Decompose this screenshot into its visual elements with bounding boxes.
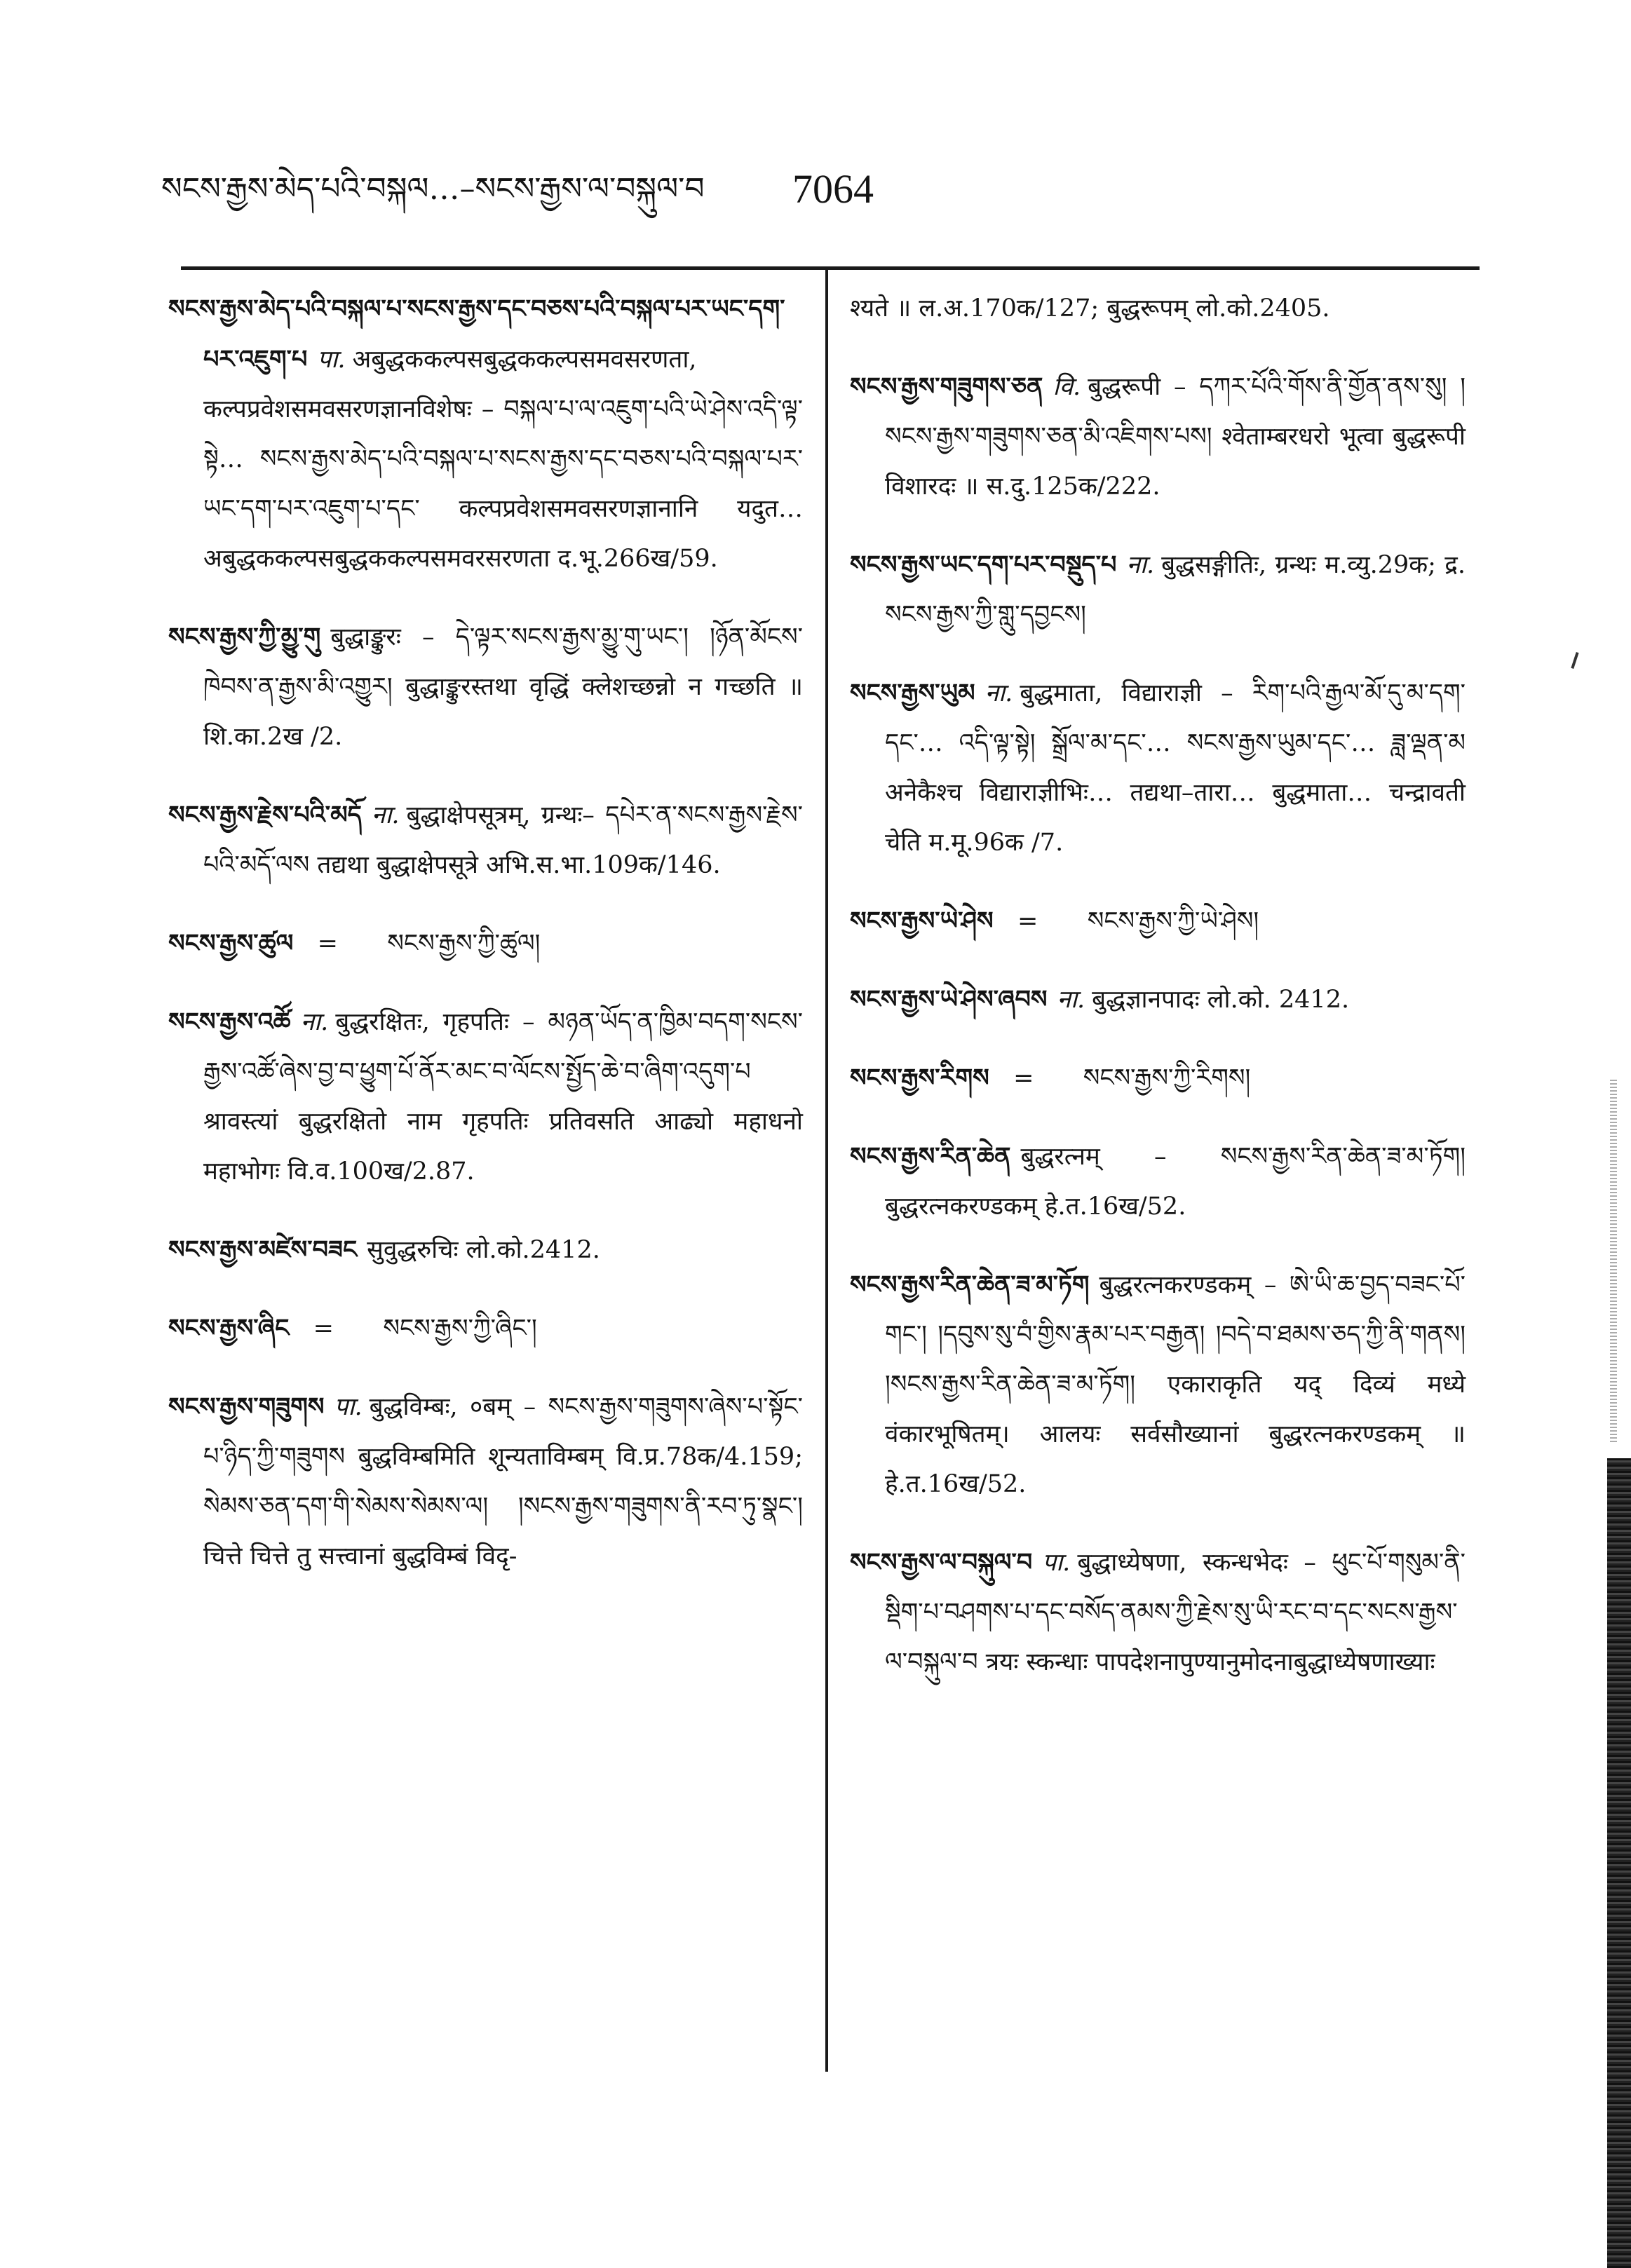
- equals-sign: =: [1017, 907, 1038, 935]
- equals-sign: =: [1013, 1064, 1034, 1092]
- column-divider: [825, 270, 828, 2072]
- dictionary-entry: [168, 1225, 803, 1275]
- equals-sign: =: [313, 1315, 334, 1343]
- dictionary-entry: [850, 1260, 1466, 1509]
- running-title: སངས་རྒྱས་མེད་པའི་བསྐལ…–སངས་རྒྱས་ལ་བསྐུལ་བ: [161, 171, 705, 207]
- entry-headword: སངས་རྒྱས་མེད་པའི་བསྐལ་པ་སངས་རྒྱས་དང་བཅས་པའི་བསྐལ་པར་ཡང་དག་པར་འཇུག་པ: [168, 294, 785, 374]
- entry-headword: སངས་རྒྱས་ཡེ་ཤེས་ཞབས: [850, 985, 1048, 1014]
- entry-body: बुद्धविम्बः, ०बम् – སངས་རྒྱས་གཟུགས་ཞེས་པ་སྟོང་པ་ཉིད་ཀྱི་གཟུགས बुद्धविम्बमिति शून्यताविम्बम् वि.प्र.78क/4.159; སེམས་ཅན་དག་གི་སེམས་སེམས་ལ། །སངས་རྒྱས་གཟུགས་ནི་རབ་ཏུ་སྣང་། चित्ते चित्ते तु सत्त्वानां बुद्धविम्बं विदृ-: [203, 1393, 803, 1570]
- grammar-label: ना.: [1126, 551, 1155, 579]
- dictionary-entry: [850, 540, 1466, 640]
- entry-headword: སངས་རྒྱས་རིན་ཆེན་ཟ་མ་ཏོག: [850, 1270, 1090, 1299]
- entry-body: बुद्धज्ञानपादः लो.को. 2412.: [1092, 986, 1350, 1014]
- grammar-label: वि.: [1053, 373, 1081, 401]
- dictionary-entry: [168, 1382, 803, 1582]
- entry-body: बुद्धाक्षेपसूत्रम्, ग्रन्थः– དཔེར་ན་སངས་རྒྱས་རྗེས་པའི་མདོ་ལས तद्यथा बुद्धाक्षेपसूत्रे अभि.स.भा.109क/146.: [203, 801, 803, 879]
- dictionary-entry: [850, 284, 1466, 334]
- entry-body: बुद्धसङ्गीतिः, ग्रन्थः म.व्यु.29क; द्र. སངས་རྒྱས་ཀྱི་གླུ་དབྱངས།: [885, 551, 1466, 629]
- dictionary-entry: [168, 612, 803, 762]
- header-rule: [181, 266, 1480, 270]
- grammar-label: ना.: [371, 801, 400, 829]
- entry-body: बुद्धरूपी – དཀར་པོའི་གོས་ནི་གྱོན་ནས་སུ། །སངས་རྒྱས་གཟུགས་ཅན་མི་འཇིགས་པས། श्वेताम्बरधरो भूत्वा बुद्धरूपी विशारदः ॥ स.दु.125क/222.: [885, 373, 1466, 501]
- entry-body: बुद्धाङ्कुरः – དེ་ལྟར་སངས་རྒྱས་མྱུ་གུ་ཡང་། །ཉོན་མོངས་ཁེབས་ན་རྒྱས་མི་འགྱུར། बुद्धाङ्कुरस्तथा वृद्धिं क्लेशच्छन्नो न गच्छति ॥ शि.का.2ख /2.: [203, 623, 803, 751]
- dictionary-entry: [850, 1132, 1466, 1232]
- cross-reference-target: སངས་རྒྱས་ཀྱི་ཡེ་ཤེས།: [1087, 907, 1259, 935]
- entry-body: बुद्धरक्षितः, गृहपतिः – མཉན་ཡོད་ན་ཁྱིམ་བདག་སངས་རྒྱས་འཚོ་ཞེས་བྱ་བ་ཕྱུག་པོ་ནོར་མང་བ་ལོངས་སྤྱོད་ཆེ་བ་ཞིག་འདུག་པ श्रावस्त्यां बुद्धरक्षितो नाम गृहपतिः प्रतिवसति आढ्यो महाधनो महाभोगः वि.व.100ख/2.87.: [203, 1008, 803, 1186]
- entry-continuation: श्यते ॥ ल.अ.170क/127; बुद्धरूपम् लो.को.2405.: [850, 294, 1330, 322]
- entry-headword: སངས་རྒྱས་ཡང་དག་པར་བསྡུད་པ: [850, 550, 1117, 579]
- entry-headword: སངས་རྒྱས་ཡུམ: [850, 679, 975, 707]
- cross-reference-target: སངས་རྒྱས་ཀྱི་ཚུལ།: [387, 930, 541, 958]
- cross-reference-target: སངས་རྒྱས་ཀྱི་ཞིང་།: [383, 1315, 537, 1343]
- entry-body: बुद्धाध्येषणा, स्कन्धभेदः – ཕུང་པོ་གསུམ་ནི་སྡིག་པ་བཤགས་པ་དང་བསོད་ནམས་ཀྱི་རྗེས་སུ་ཡི་རང་བ་དང་སངས་རྒྱས་ལ་བསྐུལ་བ त्रयः स्कन्धाः पापदेशनापुण्यानुमोदनाबुद्धाध्येषणाख्याः: [885, 1549, 1466, 1676]
- entry-body: सुवुद्धरुचिः लो.को.2412.: [367, 1236, 600, 1264]
- cross-reference-entry: [168, 918, 803, 969]
- dictionary-entry: [168, 997, 803, 1197]
- dictionary-entry: [850, 1537, 1466, 1688]
- page-number: 7064: [792, 166, 874, 212]
- entry-headword: སངས་རྒྱས་རིགས: [850, 1064, 989, 1092]
- entry-body: बुद्धमाता, विद्याराज्ञी – རིག་པའི་རྒྱལ་མོ་དུ་མ་དག་དང་… འདི་ལྟ་སྟེ། སྒྲོལ་མ་དང་… སངས་རྒྱས་ཡུམ་དང་… ཟླ་ལྡན་མ अनेकैश्च विद्याराज्ञीभिः… तद्यथा–तारा… बुद्धमाता… चन्द्रावती चेति म.मू.96क /7.: [885, 679, 1466, 857]
- entry-headword: སངས་རྒྱས་རྗེས་པའི་མདོ: [168, 801, 362, 829]
- page-edge-shadow: [1610, 1080, 1617, 1444]
- page-edge-binding: [1607, 1458, 1631, 2268]
- entry-headword: སངས་རྒྱས་ལ་བསྐུལ་བ: [850, 1548, 1033, 1577]
- dictionary-entry: [168, 790, 803, 890]
- scan-speck: [1571, 652, 1578, 669]
- dictionary-entry: [850, 668, 1466, 868]
- equals-sign: =: [317, 930, 338, 958]
- entry-headword: སངས་རྒྱས་གཟུགས་ཅན: [850, 372, 1043, 401]
- entry-body: अबुद्धककल्पसबुद्धककल्पसमवसरणता, कल्पप्रवेशसमवसरणज्ञानविशेषः – བསྐལ་པ་ལ་འཇུག་པའི་ཡེ་ཤེས་འདི་ལྟ་སྟེ… སངས་རྒྱས་མེད་པའི་བསྐལ་པ་སངས་རྒྱས་དང་བཅས་པའི་བསྐལ་པར་ཡང་དག་པར་འཇུག་པ་དང་ कल्पप्रवेशसमवसरणज्ञानानि यदुत… अबुद्धककल्पसबुद्धककल्पसमवरसरणता द.भू.266ख/59.: [203, 346, 803, 573]
- entry-headword: སངས་རྒྱས་མཛེས་བཟང: [168, 1235, 358, 1264]
- cross-reference-entry: [850, 1053, 1466, 1104]
- entry-headword: སངས་རྒྱས་ཡེ་ཤེས: [850, 906, 994, 935]
- cross-reference-entry: [850, 896, 1466, 946]
- entry-headword: སངས་རྒྱས་རིན་ཆེན: [850, 1142, 1011, 1171]
- entry-headword: སངས་རྒྱས་འཚོ: [168, 1007, 291, 1036]
- grammar-label: पा.: [1042, 1549, 1071, 1577]
- grammar-label: ना.: [1057, 986, 1085, 1014]
- entry-body: बुद्धरत्नम् – སངས་རྒྱས་རིན་ཆེན་ཟ་མ་ཏོག། बुद्धरत्नकरण्डकम् हे.त.16ख/52.: [885, 1143, 1466, 1221]
- dictionary-entry: [850, 975, 1466, 1025]
- cross-reference-target: སངས་རྒྱས་ཀྱི་རིགས།: [1083, 1064, 1251, 1092]
- grammar-label: ना.: [300, 1008, 329, 1036]
- entry-headword: སངས་རྒྱས་གཟུགས: [168, 1392, 325, 1421]
- grammar-label: ना.: [984, 679, 1013, 707]
- dictionary-entry: [168, 284, 803, 584]
- entry-body: बुद्धरत्नकरण्डकम् – ཨེ་ཡི་ཆ་བྱད་བཟང་པོ་གང་། །དབུས་སུ་བཾ་གྱིས་རྣམ་པར་བརྒྱན། །བདེ་བ་ཐམས་ཅད་ཀྱི་ནི་གནས། །སངས་རྒྱས་རིན་ཆེན་ཟ་མ་ཏོག། एकाराकृति यद् दिव्यं मध्ये वंकारभूषितम्। आलयः सर्वसौख्यानां बुद्धरत्नकरण्डकम् ॥ हे.त.16ख/52.: [885, 1271, 1466, 1498]
- entry-headword: སངས་རྒྱས་ཞིང: [168, 1314, 290, 1343]
- page-header: [161, 151, 1480, 228]
- entry-headword: སངས་རྒྱས་ཚུལ: [168, 929, 294, 958]
- left-column: [168, 284, 803, 1610]
- grammar-label: पा.: [317, 346, 346, 374]
- cross-reference-entry: [168, 1303, 803, 1354]
- grammar-label: पा.: [334, 1393, 363, 1421]
- right-column: [850, 284, 1466, 1716]
- dictionary-entry: [850, 362, 1466, 512]
- entry-headword: སངས་རྒྱས་ཀྱི་མྱུ་གུ: [168, 623, 321, 651]
